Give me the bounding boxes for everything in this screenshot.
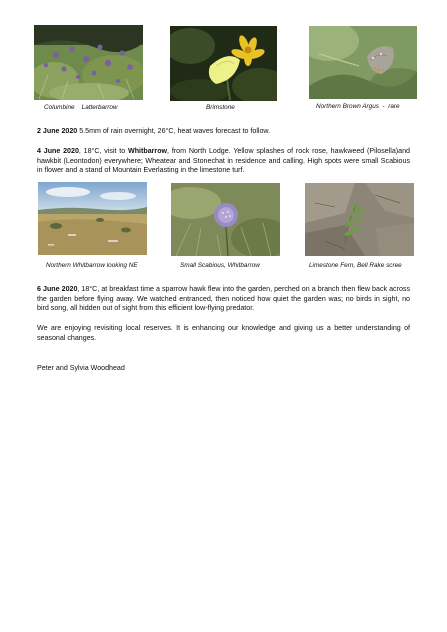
- entry-4-june-date: 4 June 2020: [37, 147, 79, 155]
- entry-4-june: [37, 147, 410, 176]
- entry-6-june-text: , 18°C, at breakfast time a sparrow hawk flew into the garden, perched on a branch then flew back across the garden before flying away. We watched entranced, then noticed how quiet the garden was; no birds in sight, no bird song, all hidden out of sight from this efficient low-flying predator.: [37, 285, 410, 313]
- photo-northern-whitbarrow: [38, 182, 147, 255]
- caption-columbine: Columbine Latterbarrow: [44, 104, 118, 111]
- signature: Peter and Sylvia Woodhead: [37, 364, 125, 372]
- entry-6-june-date: 6 June 2020: [37, 285, 78, 293]
- caption-brimstone: Brimstone: [206, 104, 235, 111]
- photo-brimstone: [170, 26, 277, 101]
- entry-4-june-text-b: , from North Lodge. Yellow splashes of rock rose, hawkweed (Pilosella)and hawkbit (Leontodon) everywhere; Wheatear and Stonechat in residence and calling. High spots were small Scabious in flower and a stand of Mountain Everlasting in the limestone turf.: [37, 147, 410, 175]
- entry-2-june-text: 5.5mm of rain overnight, 26°C, heat waves forecast to follow.: [77, 127, 271, 135]
- closing-paragraph: We are enjoying revisiting local reserves. It is enhancing our knowledge and giving us a better understanding of seasonal changes.: [37, 324, 410, 342]
- caption-limestone-fern: Limestone Fern, Bell Rake scree: [309, 262, 402, 269]
- entry-2-june-date: 2 June 2020: [37, 127, 78, 135]
- entry-4-june-text-a: , 18°C, visit to: [78, 147, 129, 155]
- caption-small-scabious: Small Scabious, Whitbarrow: [180, 262, 260, 269]
- entry-2-june: [37, 127, 410, 137]
- caption-northern-whitbarrow: Northern Whitbarrow looking NE: [46, 262, 138, 269]
- entry-6-june: [37, 285, 410, 314]
- photo-columbine: [34, 25, 143, 100]
- photo-limestone-fern: [305, 183, 414, 256]
- photo-northern-brown-argus: [309, 26, 417, 99]
- caption-northern-brown-argus: Northern Brown Argus - rare: [316, 103, 400, 110]
- photo-small-scabious: [171, 183, 280, 256]
- entry-4-june-place: Whitbarrow: [128, 147, 168, 155]
